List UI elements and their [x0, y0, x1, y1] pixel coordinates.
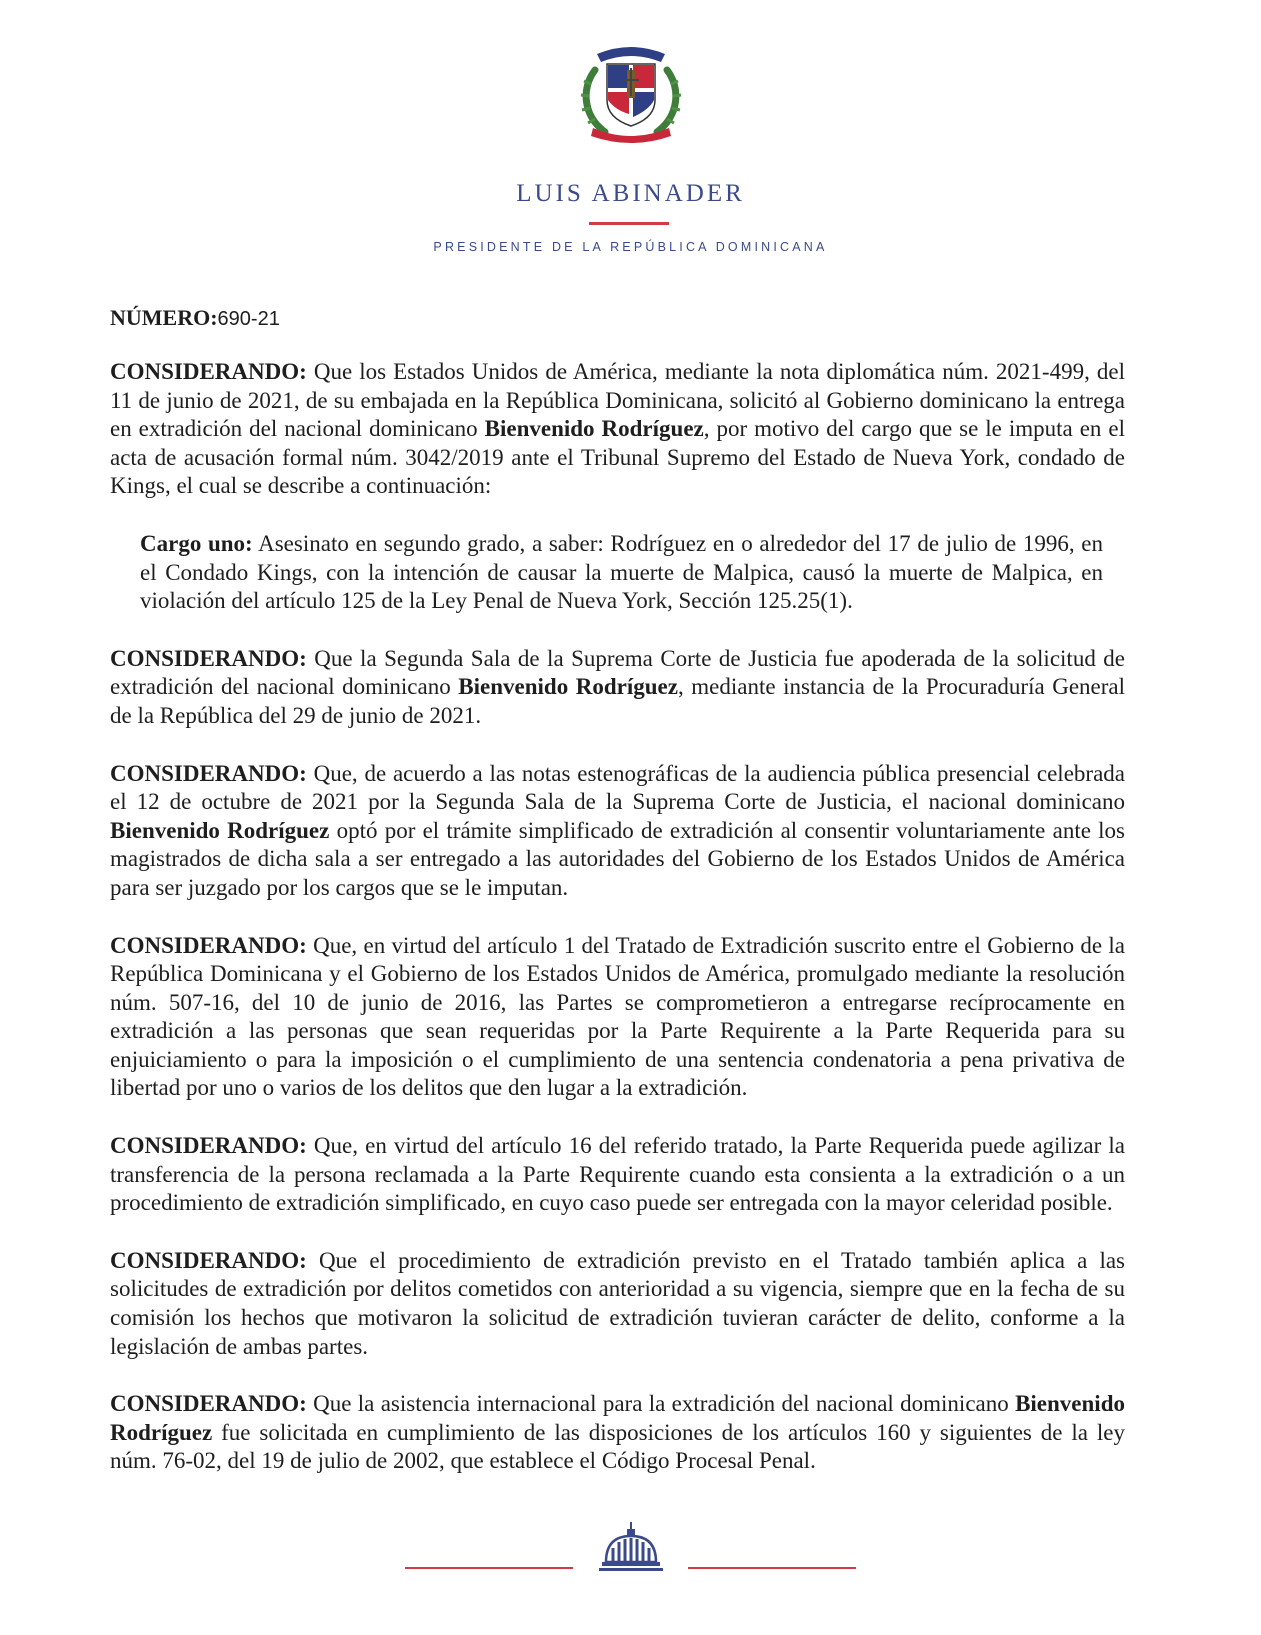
- considerando-paragraph: [110, 760, 1125, 903]
- paragraph-text: Que, de acuerdo a las notas estenográficas de la audiencia pública presencial celebrada el 12 de octubre de 2021 por la Segunda Sala de la Suprema Corte de Justicia, el nacional dominicano: [110, 760, 1125, 815]
- considerando-paragraph: [110, 1390, 1125, 1476]
- footer-divider-right: [688, 1567, 856, 1569]
- header-divider: [589, 222, 669, 225]
- bold-text: Bienvenido Rodríguez: [110, 1391, 1125, 1445]
- paragraph-text: Que los Estados Unidos de América, mediante la nota diplomática núm. 2021-499, del 11 de junio de 2021, de su embajada en la República Dominicana, solicitó al Gobierno dominicano la entrega en extradición del nacional dominicano: [110, 359, 1125, 442]
- paragraph-text: Que la Segunda Sala de la Suprema Corte de Justicia fue apoderada de la solicitud de extradición del nacional dominicano: [110, 645, 1125, 700]
- considerando-paragraph: [110, 932, 1125, 1104]
- paragraph-text: fue solicitada en cumplimiento de las disposiciones de los artículos 160 y siguientes de la ley núm. 76-02, del 19 de julio de 2002, que establece el Código Procesal Penal.: [110, 1419, 1125, 1474]
- coat-of-arms-icon: [575, 40, 687, 146]
- bold-text: CONSIDERANDO:: [110, 932, 307, 958]
- considerando-paragraph: [110, 358, 1125, 501]
- footer-divider-left: [405, 1567, 573, 1569]
- considerando-paragraph: [110, 645, 1125, 731]
- bold-text: CONSIDERANDO:: [110, 1133, 307, 1159]
- bold-text: CONSIDERANDO:: [110, 760, 307, 786]
- document-number: [110, 305, 280, 331]
- paragraph-text: Que, en virtud del artículo 16 del referido tratado, la Parte Requerida puede agilizar la transferencia de la persona reclamada a la Parte Requirente cuando esta consienta a la extradición o a un procedimiento de extradición simplificado, en cuyo caso puede ser entregada con la mayor celeridad posible.: [110, 1133, 1125, 1216]
- paragraph-text: Que la asistencia internacional para la extradición del nacional dominicano: [306, 1391, 1016, 1417]
- paragraph-text: , por motivo del cargo que se le imputa en el acta de acusación formal núm. 3042/2019 ante el Tribunal Supremo del Estado de Nueva York, condado de Kings, el cual se describe a continuación:: [110, 416, 1125, 499]
- considerando-paragraph: [110, 1247, 1125, 1361]
- bold-text: Bienvenido Rodríguez: [110, 817, 330, 843]
- president-name: LUIS ABINADER: [516, 180, 745, 207]
- bold-text: Bienvenido Rodríguez: [458, 674, 678, 700]
- dome-icon: [598, 1520, 664, 1575]
- document-number-label: NÚMERO:: [110, 305, 218, 330]
- bold-text: Bienvenido Rodríguez: [484, 416, 704, 442]
- paragraph-text: Asesinato en segundo grado, a saber: Rodríguez en o alrededor del 17 de julio de 1996, en el Condado Kings, con la intención de causar la muerte de Malpica, causó la muerte de Malpica, en violación del artículo 125 de la Ley Penal de Nueva York, Sección 125.25(1).: [140, 530, 1104, 614]
- president-title: PRESIDENTE DE LA REPÚBLICA DOMINICANA: [433, 240, 828, 254]
- document-number-value: 690-21: [217, 308, 280, 330]
- paragraph-text: , mediante instancia de la Procuraduría General de la República del 29 de junio de 2021.: [110, 674, 1126, 728]
- bold-text: CONSIDERANDO:: [110, 645, 307, 671]
- bold-text: CONSIDERANDO:: [110, 1247, 307, 1273]
- charge-paragraph: [140, 530, 1103, 616]
- bold-text: CONSIDERANDO:: [110, 359, 307, 384]
- considerando-paragraph: [110, 1132, 1125, 1218]
- document-body: [110, 358, 1125, 1505]
- paragraph-text: Que, en virtud del artículo 1 del Tratado de Extradición suscrito entre el Gobierno de la República Dominicana y el Gobierno de los Estados Unidos de América, promulgado mediante la resolución núm. 507-16, del 10 de junio de 2016, las Partes se comprometieron a entregarse recíprocamente en extradición a las personas que sean requeridas por la Parte Requirente a la Parte Requerida para su enjuiciamiento o para la imposición o el cumplimiento de una sentencia condenatoria a pena privativa de libertad por uno o varios de los delitos que den lugar a la extradición.: [110, 932, 1125, 1101]
- paragraph-text: Que el procedimiento de extradición previsto en el Tratado también aplica a las solicitudes de extradición por delitos cometidos con anterioridad a su vigencia, siempre que en la fecha de su comisión los hechos que motivaron la solicitud de extradición tuvieran carácter de delito, conforme a la legislación de ambas partes.: [110, 1247, 1125, 1359]
- paragraph-text: optó por el trámite simplificado de extradición al consentir voluntariamente ante los magistrados de dicha sala a ser entregado a las autoridades del Gobierno de los Estados Unidos de América para ser juzgado por los cargos que se le imputan.: [110, 817, 1125, 900]
- bold-text: Cargo uno:: [140, 530, 253, 556]
- bold-text: CONSIDERANDO:: [110, 1391, 307, 1417]
